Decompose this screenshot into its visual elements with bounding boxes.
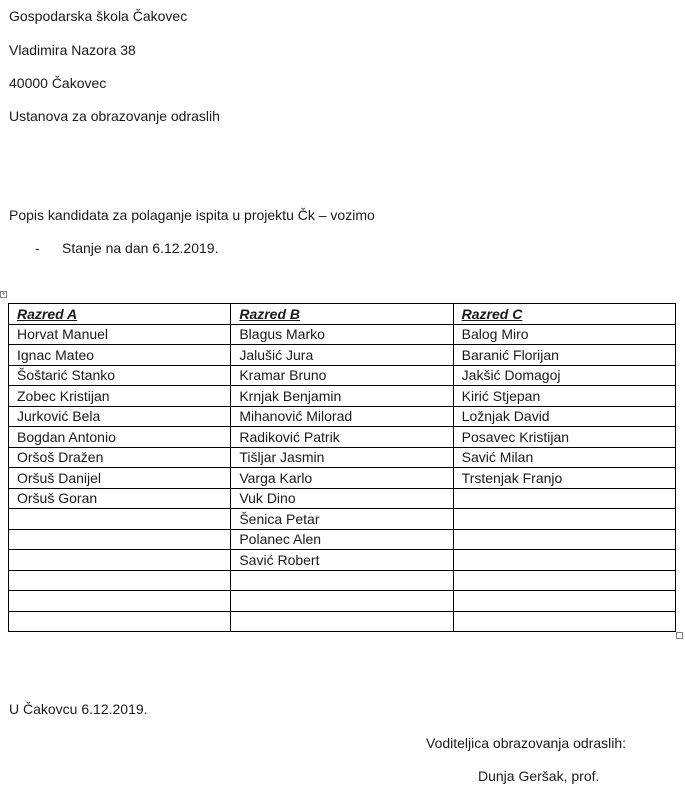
table-row <box>9 550 676 571</box>
table-cell: Ignac Mateo <box>9 345 231 366</box>
table-cell: Jakšić Domagoj <box>453 365 675 386</box>
table-cell: Baranić Florijan <box>453 345 675 366</box>
table-cell <box>453 611 675 632</box>
table-cell: Kramar Bruno <box>231 365 453 386</box>
table-cell: Balog Miro <box>453 324 675 345</box>
table-row <box>9 529 676 550</box>
table-row <box>9 345 676 366</box>
table-cell <box>453 550 675 571</box>
table-cell <box>453 591 675 612</box>
table-cell <box>9 570 231 591</box>
column-header-razred-c: Razred C <box>453 304 675 325</box>
table-cell <box>9 509 231 530</box>
table-cell: Šenica Petar <box>231 509 453 530</box>
table-row <box>9 488 676 509</box>
table-cell <box>453 529 675 550</box>
table-cell: Šoštarić Stanko <box>9 365 231 386</box>
table-cell: Bogdan Antonio <box>9 427 231 448</box>
bullet-dash: - <box>35 240 40 256</box>
table-cell <box>453 570 675 591</box>
table-row <box>9 427 676 448</box>
signatory-name: Dunja Geršak, prof. <box>478 768 600 784</box>
table-row <box>9 386 676 407</box>
table-cell: Posavec Kristijan <box>453 427 675 448</box>
table-row <box>9 447 676 468</box>
table-cell: Jalušić Jura <box>231 345 453 366</box>
table-cell: Varga Karlo <box>231 468 453 489</box>
table-row <box>9 406 676 427</box>
candidates-table <box>8 303 676 632</box>
table-row <box>9 591 676 612</box>
table-cell: Ložnjak David <box>453 406 675 427</box>
table-cell: Savić Robert <box>231 550 453 571</box>
table-cell: Krnjak Benjamin <box>231 386 453 407</box>
table-cell <box>453 488 675 509</box>
status-date-text: Stanje na dan 6.12.2019. <box>62 240 219 256</box>
table-cell <box>231 591 453 612</box>
table-cell: Oršuš Goran <box>9 488 231 509</box>
school-name: Gospodarska škola Čakovec <box>9 8 188 24</box>
table-resize-handle-icon[interactable] <box>676 632 683 639</box>
table-cell: Tišljar Jasmin <box>231 447 453 468</box>
table-cell: Zobec Kristijan <box>9 386 231 407</box>
table-cell: Blagus Marko <box>231 324 453 345</box>
signatory-title: Voditeljica obrazovanja odraslih: <box>426 735 627 751</box>
table-move-handle-icon[interactable]: + <box>1 291 6 298</box>
column-header-razred-a: Razred A <box>9 304 231 325</box>
table-cell: Oršuš Danijel <box>9 468 231 489</box>
table-cell: Savić Milan <box>453 447 675 468</box>
table-row <box>9 509 676 530</box>
table-cell: Horvat Manuel <box>9 324 231 345</box>
table-cell: Trstenjak Franjo <box>453 468 675 489</box>
table-cell: Vuk Dino <box>231 488 453 509</box>
document-heading: Popis kandidata za polaganje ispita u projektu Čk – vozimo <box>9 207 375 223</box>
table-row <box>9 365 676 386</box>
column-header-razred-b: Razred B <box>231 304 453 325</box>
table-cell <box>9 550 231 571</box>
table-row <box>9 468 676 489</box>
table-row <box>9 611 676 632</box>
table-row <box>9 324 676 345</box>
table-cell: Jurković Bela <box>9 406 231 427</box>
place-date: U Čakovcu 6.12.2019. <box>9 701 148 717</box>
table-cell <box>453 509 675 530</box>
table-cell <box>231 570 453 591</box>
table-cell: Polanec Alen <box>231 529 453 550</box>
table-row <box>9 570 676 591</box>
table-cell <box>231 611 453 632</box>
table-cell: Mihanović Milorad <box>231 406 453 427</box>
table-header-row <box>9 304 676 325</box>
city-address: 40000 Čakovec <box>9 75 107 91</box>
table-cell <box>9 611 231 632</box>
table-cell <box>9 529 231 550</box>
table-cell: Radiković Patrik <box>231 427 453 448</box>
table-cell: Oršoš Dražen <box>9 447 231 468</box>
institution-name: Ustanova za obrazovanje odraslih <box>9 108 220 124</box>
table-cell <box>9 591 231 612</box>
street-address: Vladimira Nazora 38 <box>9 42 136 58</box>
table-cell: Kirić Stjepan <box>453 386 675 407</box>
